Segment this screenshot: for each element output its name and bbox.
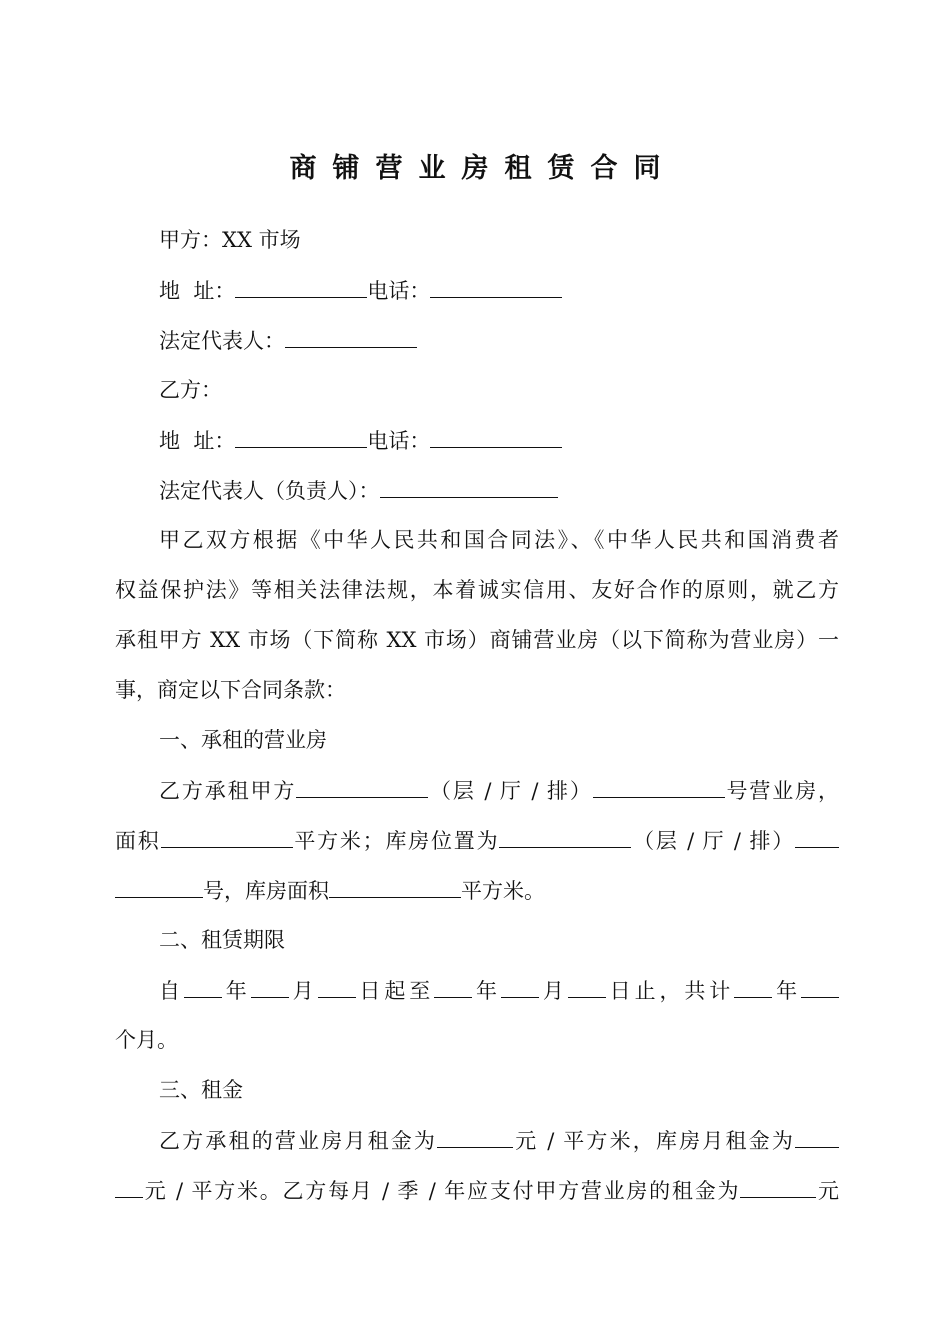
party-b-address-line [159, 425, 839, 456]
party-b-name: 乙方： [159, 378, 222, 402]
text: 日止，共计 [605, 979, 735, 1003]
section-1-line-2 [115, 825, 839, 856]
floor-blank [296, 775, 428, 798]
rep-label: 法定代表人（负责人）： [159, 479, 380, 503]
text: 号，库房面积 [203, 879, 329, 903]
intro-line-2: 权益保护法》等相关法律法规，本着诚实信用、友好合作的原则，就乙方 [115, 578, 839, 602]
address-blank [235, 425, 367, 448]
party-b-rep-line [159, 475, 839, 506]
text: 元 [816, 1179, 839, 1203]
start-year-blank [184, 975, 222, 998]
section-3-heading: 三、租金 [159, 1078, 243, 1102]
storage-location-blank [499, 825, 631, 848]
section-2-line-1 [159, 975, 839, 1006]
storage-number-blank [795, 825, 839, 848]
phone-blank [430, 425, 562, 448]
rent-amount-blank [740, 1175, 816, 1198]
end-month-blank [501, 975, 539, 998]
phone-blank [430, 275, 562, 298]
text: 号营业房， [724, 779, 840, 803]
text: 年 [772, 979, 802, 1003]
rep-blank [380, 475, 558, 498]
text: 平方米；库房位置为 [292, 829, 500, 853]
end-year-blank [434, 975, 472, 998]
shop-rent-blank [437, 1125, 513, 1148]
text: （层 / 厅 / 排） [428, 779, 593, 803]
text: 元 / 平方米，库房月租金为 [513, 1129, 795, 1153]
storage-area-blank [329, 875, 461, 898]
section-1-line-3 [115, 875, 839, 906]
text: 日起至 [355, 979, 435, 1003]
party-a-name: 甲方：XX 市场 [159, 228, 301, 252]
text: 月 [288, 979, 318, 1003]
text: 元 / 平方米。乙方每月 / 季 / 年应支付甲方营业房的租金为 [143, 1179, 741, 1203]
intro-line-4: 事，商定以下合同条款： [115, 678, 346, 702]
section-3-line-1 [159, 1125, 839, 1156]
phone-label: 电话： [367, 429, 431, 453]
total-months-blank [801, 975, 839, 998]
text: 月 [538, 979, 568, 1003]
address-blank [235, 275, 367, 298]
section-1-line-1 [159, 775, 839, 806]
text: 乙方承租甲方 [159, 779, 297, 803]
area-blank [161, 825, 293, 848]
page-title: 商铺营业房租赁合同 [289, 153, 677, 184]
section-1-heading: 一、承租的营业房 [159, 728, 327, 752]
party-a-address-line [159, 275, 839, 306]
end-day-blank [568, 975, 606, 998]
intro-line-3: 承租甲方 XX 市场（下简称 XX 市场）商铺营业房（以下简称为营业房）一 [115, 628, 839, 652]
storage-rent-blank-cont [115, 1175, 143, 1198]
text: 面积 [115, 829, 161, 853]
intro-line-1: 甲乙双方根据《中华人民共和国合同法》、《中华人民共和国消费者 [159, 528, 839, 552]
shop-number-blank [593, 775, 725, 798]
address-label: 地 址： [159, 279, 236, 303]
start-day-blank [318, 975, 356, 998]
storage-rent-blank [795, 1125, 839, 1148]
section-2-line-2: 个月。 [115, 1028, 178, 1052]
text: 乙方承租的营业房月租金为 [159, 1129, 438, 1153]
rep-blank [285, 325, 417, 348]
text: （层 / 厅 / 排） [631, 829, 796, 853]
address-label: 地 址： [159, 429, 236, 453]
total-years-blank [734, 975, 772, 998]
text: 平方米。 [461, 879, 545, 903]
text: 年 [472, 979, 501, 1003]
section-2-heading: 二、租赁期限 [159, 928, 285, 952]
text: 自 [159, 979, 184, 1003]
start-month-blank [251, 975, 289, 998]
phone-label: 电话： [367, 279, 431, 303]
rep-label: 法定代表人： [159, 329, 285, 353]
text: 年 [221, 979, 251, 1003]
party-a-rep-line [159, 325, 839, 356]
section-3-line-2 [115, 1175, 839, 1206]
storage-number-blank-cont [115, 875, 203, 898]
